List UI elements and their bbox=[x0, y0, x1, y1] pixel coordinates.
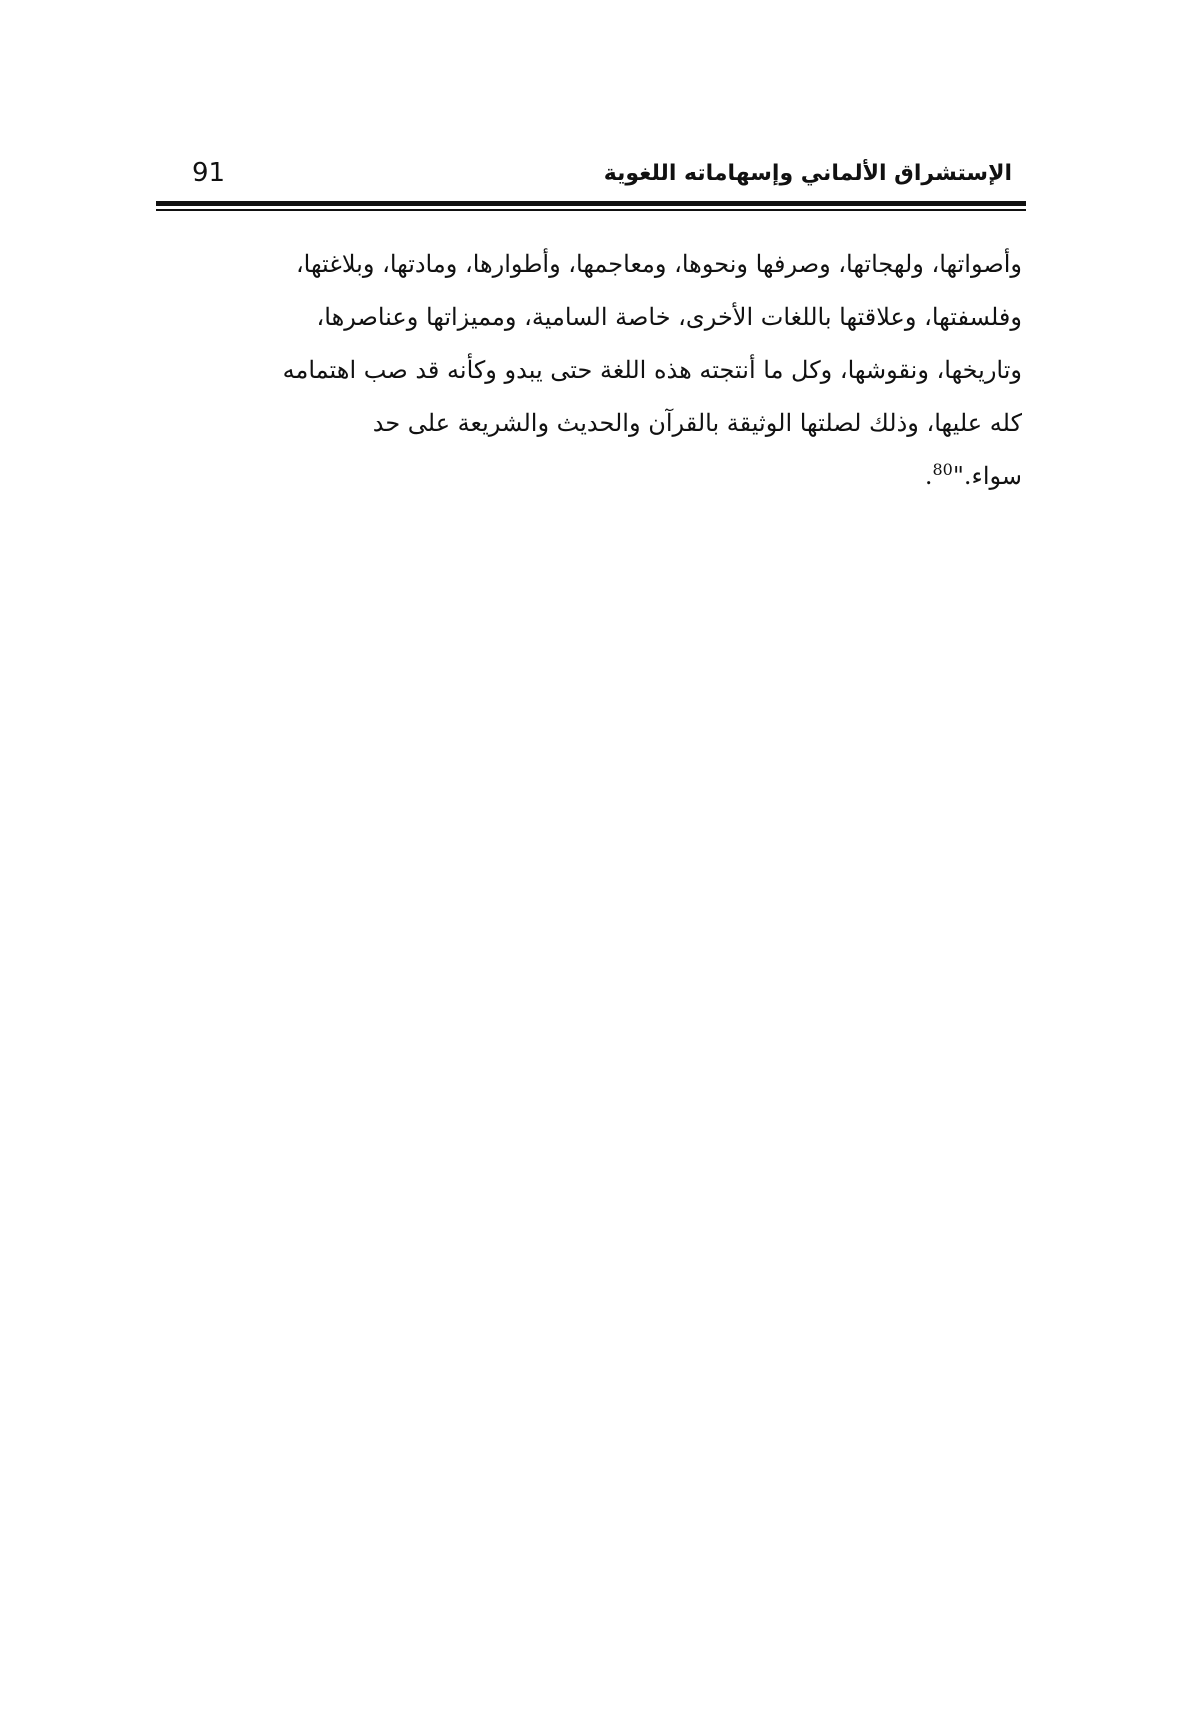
footnote-reference[interactable]: 80 bbox=[932, 460, 953, 479]
body-line-5 bbox=[160, 450, 1022, 503]
page-header bbox=[158, 148, 1026, 200]
body-line-2: وفلسفتها، وعلاقتها باللغات الأخرى، خاصة السامية، ومميزاتها وعناصرها، bbox=[316, 303, 1022, 331]
body-paragraph bbox=[160, 238, 1022, 503]
page-number: 91 bbox=[192, 158, 226, 188]
body-line-5-text: سواء." bbox=[952, 462, 1022, 490]
body-line-1: وأصواتها، ولهجاتها، وصرفها ونحوها، ومعاجمها، وأطوارها، ومادتها، وبلاغتها، bbox=[295, 250, 1022, 278]
running-title: الإستشراق الألماني وإسهاماته اللغوية bbox=[603, 161, 1012, 186]
header-rule-thin bbox=[156, 209, 1026, 211]
final-period: . bbox=[924, 462, 933, 490]
body-line-4: كله عليها، وذلك لصلتها الوثيقة بالقرآن والحديث والشريعة على حد bbox=[372, 409, 1022, 437]
body-line-3: وتاريخها، ونقوشها، وكل ما أنتجته هذه اللغة حتى يبدو وكأنه قد صب اهتمامه bbox=[282, 356, 1022, 384]
header-rule-thick bbox=[156, 201, 1026, 206]
